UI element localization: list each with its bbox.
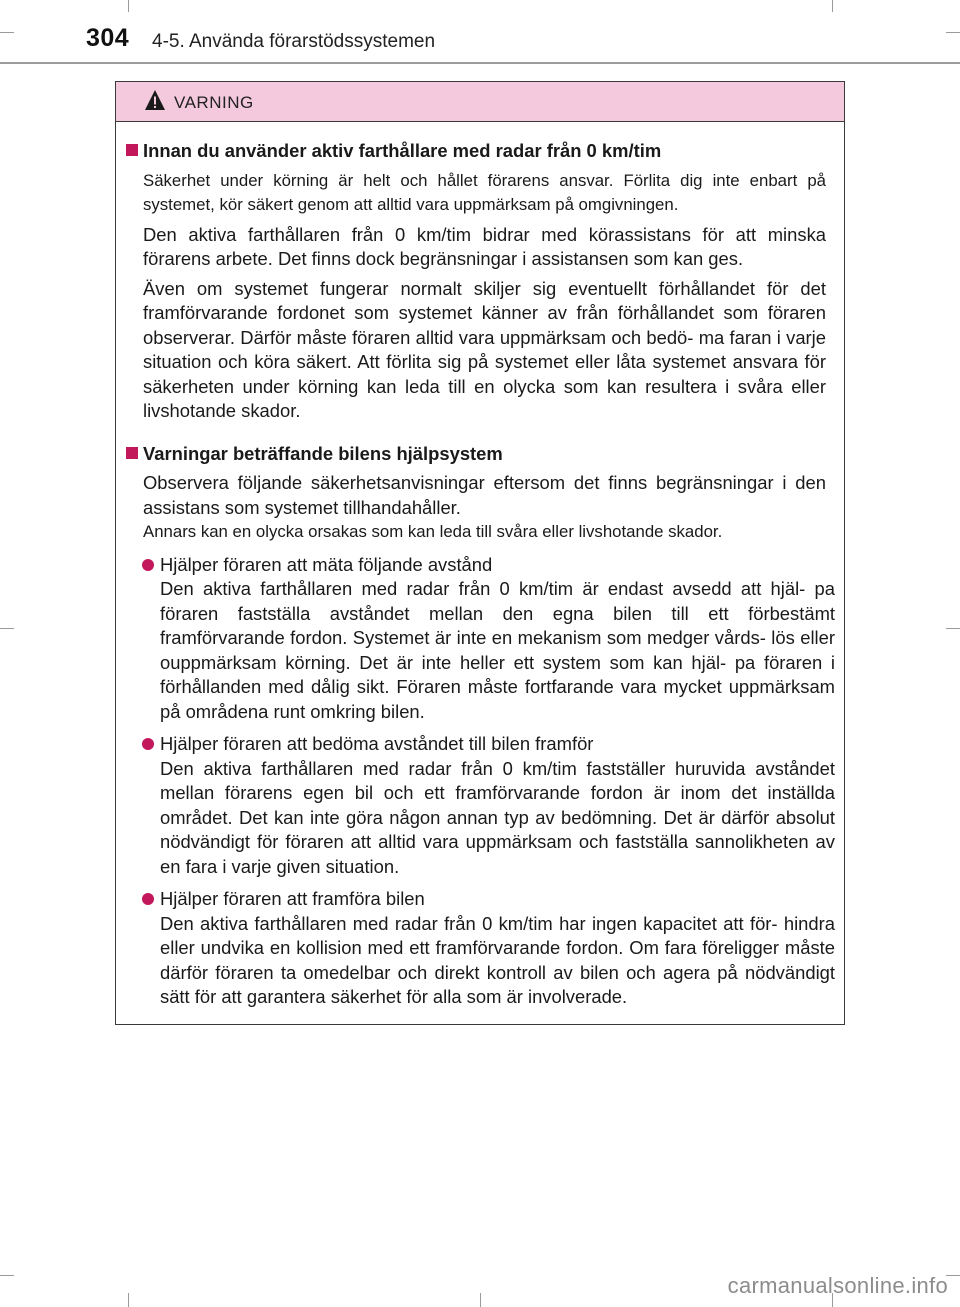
list-item (116, 553, 844, 725)
warning-header (116, 82, 844, 122)
crop-mark (128, 1293, 129, 1307)
circle-bullet-icon (142, 559, 154, 571)
paragraph: Annars kan en olycka orsakas som kan leda till svåra eller livshotande skador. (143, 522, 723, 541)
list-item (116, 887, 844, 1010)
paragraph: Observera följande säkerhetsanvisningar eftersom det finns begränsningar i den assistans som systemet tillhandahåller. (143, 472, 826, 518)
page-header (0, 0, 960, 66)
list-item-title: Hjälper föraren att framföra bilen (160, 888, 425, 909)
paragraph: Den aktiva farthållaren från 0 km/tim bidrar med körassistans för att minska förarens arbete. Det finns dock begränsningar i assistansen som kan ges. (143, 223, 826, 269)
paragraph: Säkerhet under körning är helt och hållet förarens ansvar. Förlita dig inte enbart på systemet, kör säkert genom att alltid vara uppmärksam på omgivningen. (143, 170, 826, 214)
crop-mark (0, 1275, 14, 1276)
warning-box (115, 81, 845, 1025)
crop-mark (480, 1293, 481, 1307)
list-item-title: Hjälper föraren att mäta följande avstånd (160, 553, 493, 575)
header-rule (0, 62, 960, 64)
crop-mark (946, 628, 960, 629)
square-bullet-icon (126, 144, 138, 156)
warning-content (116, 122, 844, 1010)
list-item-body: Den aktiva farthållaren med radar från 0 km/tim har ingen kapacitet att för- hindra eller undvika en kollision med ett framförvarande fordon. Om fara föreligger måste därför föraren ta omedelbar och direkt kontroll av bilen och agera på nödvändigt sätt för att garantera säkerhet för alla som är involverade. (160, 912, 835, 1007)
paragraph: Även om systemet fungerar normalt skiljer sig eventuellt förhållandet för det framförvarande fordonet som systemet känner av från förhållandet som föraren observerar. Därför måste föraren alltid vara uppmärksam och bedö- ma faran i varje situation och köra säkert. Att förlita sig på systemet eller låta systemet ansvara för säkerheten under körning kan leda till en olycka som kan resultera i svåra eller livshotande skador. (143, 277, 826, 421)
circle-bullet-icon (142, 738, 154, 750)
warning-label: VARNING (174, 93, 254, 112)
warning-triangle-icon (144, 89, 166, 111)
crop-mark (0, 628, 14, 629)
square-bullet-icon (126, 447, 138, 459)
section-heading (116, 139, 844, 164)
list-item-body: Den aktiva farthållaren med radar från 0 km/tim är endast avsedd att hjäl- pa föraren fastställa avståndet mellan den egna bilen till ett förbestämt framförvarande fordon. Systemet är inte en mekanism som medger vårds- lös eller ouppmärksam körning. Det är inte heller ett system som kan hjäl- pa föraren i förhållanden med dålig sikt. Föraren måste fortfarande vara mycket uppmärksam på områdena runt omkring bilen. (160, 578, 835, 722)
list-item (116, 732, 844, 879)
section-heading (116, 442, 844, 467)
list-item-body: Den aktiva farthållaren med radar från 0 km/tim fastställer huruvida avståndet mellan förarens egen bil och ett framförvarande fordon är inom det inställda området. Det kan inte göra någon annan typ av bedömning. Det är därför absolut nödvändigt för föraren att alltid vara uppmärksam och fastställa sannolikheten av en fara i varje given situation. (160, 757, 835, 877)
circle-bullet-icon (142, 893, 154, 905)
section-heading-text: Innan du använder aktiv farthållare med radar från 0 km/tim (143, 140, 662, 161)
page-number: 304 (86, 24, 130, 52)
section-heading-text: Varningar beträffande bilens hjälpsystem (143, 442, 503, 464)
list-item-title: Hjälper föraren att bedöma avståndet till bilen framför (160, 733, 594, 754)
crop-mark (946, 1275, 960, 1276)
watermark: carmanualsonline.info (727, 1273, 948, 1298)
section-title: 4-5. Använda förarstödssystemen (152, 31, 436, 52)
